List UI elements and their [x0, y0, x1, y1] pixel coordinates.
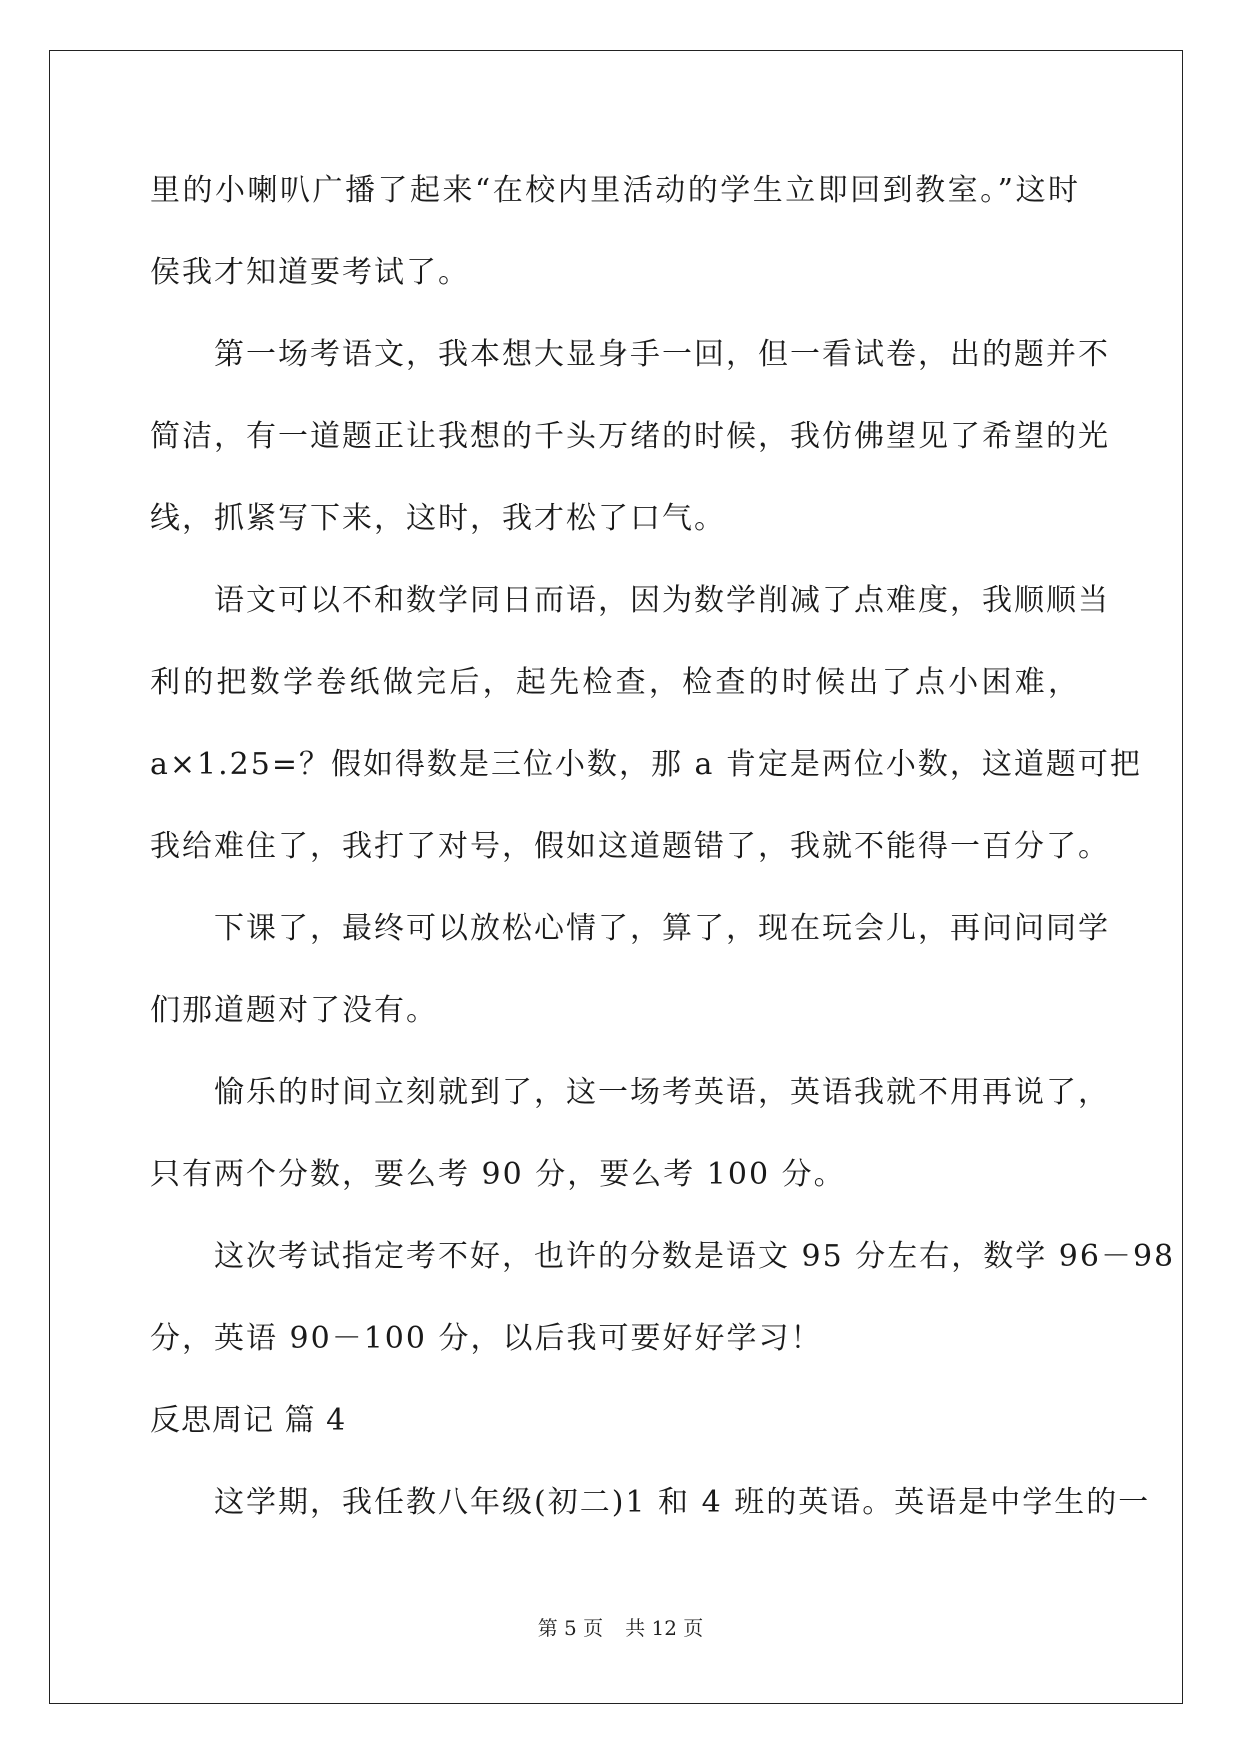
page-total: 共 12 页	[625, 1616, 704, 1640]
text-line: a×1.25=？假如得数是三位小数，那 a 肯定是两位小数，这道题可把	[150, 747, 1142, 782]
paragraph-start-line: 愉乐的时间立刻就到了，这一场考英语，英语我就不用再说了，	[214, 1075, 1110, 1110]
page-footer	[0, 1612, 1241, 1641]
text-line: 我给难住了，我打了对号，假如这道题错了，我就不能得一百分了。	[150, 829, 1110, 864]
paragraph-start-line: 第一场考语文，我本想大显身手一回，但一看试卷，出的题并不	[214, 337, 1110, 372]
paragraph-start-line: 这学期，我任教八年级(初二)1 和 4 班的英语。英语是中学生的一	[214, 1485, 1151, 1520]
text-line: 分，英语 90－100 分，以后我可要好好学习！	[150, 1321, 823, 1356]
document-body	[150, 150, 1176, 1544]
text-line: 侯我才知道要考试了。	[150, 255, 470, 290]
text-line: 利的把数学卷纸做完后，起先检查，检查的时候出了点小困难，	[150, 665, 1080, 700]
paragraph-start-line: 这次考试指定考不好，也许的分数是语文 95 分左右，数学 96－98	[214, 1239, 1176, 1274]
text-line: 线，抓紧写下来，这时，我才松了口气。	[150, 501, 726, 536]
text-line: 里的小喇叭广播了起来“在校内里活动的学生立即回到教室。”这时	[150, 173, 1080, 208]
page-number: 第 5 页	[537, 1616, 604, 1640]
section-heading: 反思周记 篇 4	[150, 1403, 347, 1438]
paragraph-start-line: 下课了，最终可以放松心情了，算了，现在玩会儿，再问问同学	[214, 911, 1110, 946]
text-line: 只有两个分数，要么考 90 分，要么考 100 分。	[150, 1157, 846, 1192]
text-line: 简洁，有一道题正让我想的千头万绪的时候，我仿佛望见了希望的光	[150, 419, 1110, 454]
text-line: 们那道题对了没有。	[150, 993, 438, 1028]
paragraph-start-line: 语文可以不和数学同日而语，因为数学削减了点难度，我顺顺当	[214, 583, 1110, 618]
